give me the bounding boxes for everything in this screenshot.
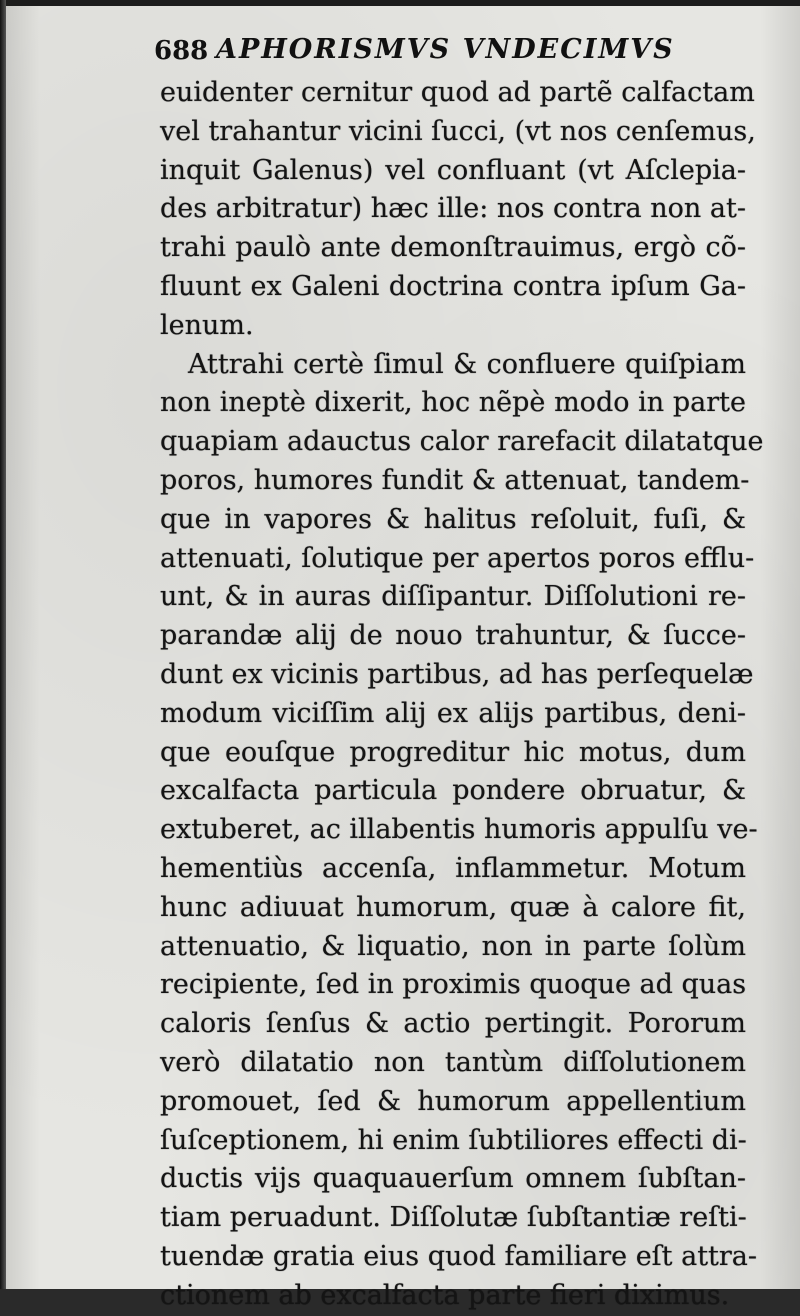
text-line: euidenter cernitur quod ad partẽ calfactam xyxy=(160,77,755,108)
text-line: hunc adiuuat humorum, quæ à calore fit, xyxy=(160,891,746,923)
paragraph-start-line: Attrahi certè ſimul & confluere quiſpiam xyxy=(188,348,746,380)
text-line: recipiente, ſed in proximis quoque ad quas xyxy=(160,969,747,1001)
running-title: APHORISMVS VNDECIMVS xyxy=(216,34,675,65)
text-line: tuendæ gratia eius quod familiare eſt attra- xyxy=(160,1240,758,1272)
text-line: promouet, ſed & humorum appellentium xyxy=(160,1085,746,1117)
page-top-edge xyxy=(0,0,800,6)
text-line: lenum. xyxy=(160,309,254,341)
body-text xyxy=(160,74,764,1316)
text-line: hementiùs accenſa, inflammetur. Motum xyxy=(160,852,746,884)
text-line: tiam peruadunt. Diſſolutæ ſubſtantiæ reſti- xyxy=(160,1202,747,1234)
text-line: quapiam adauctus calor rarefacit dilatatque xyxy=(160,426,764,458)
text-line: caloris ſenſus & actio pertingit. Pororum xyxy=(160,1008,746,1040)
text-line: ſuſceptionem, hi enim ſubtiliores effecti di- xyxy=(160,1124,747,1156)
text-line: fluunt ex Galeni doctrina contra ipſum Ga- xyxy=(160,270,746,302)
page-left-edge xyxy=(0,0,6,1289)
text-line: attenuatio, & liquatio, non in parte ſolùm xyxy=(160,930,746,962)
text-line: dunt ex vicinis partibus, ad has perſequelæ xyxy=(160,658,754,690)
text-line: que eouſque progreditur hic motus, dum xyxy=(160,736,746,768)
text-line: ctionem ab excalfacta parte fieri diximus. xyxy=(160,1279,730,1311)
text-line: verò dilatatio non tantùm diſſolutionem xyxy=(160,1046,746,1078)
text-line: trahi paulò ante demonſtrauimus, ergò cõ- xyxy=(160,232,746,264)
text-line: ductis vijs quaquauerſum omnem ſubſtan- xyxy=(160,1163,746,1195)
text-line: unt, & in auras diſſipantur. Diſſolutioni re- xyxy=(160,581,746,613)
running-head xyxy=(154,32,754,76)
page-number: 688 xyxy=(154,36,209,66)
text-line: parandæ alij de nouo trahuntur, & ſucce- xyxy=(160,620,746,652)
text-line: modum viciſſim alij ex alijs partibus, deni- xyxy=(160,697,746,729)
text-line: que in vapores & halitus reſoluit, fuſi, & xyxy=(160,503,746,535)
text-line: excalfacta particula pondere obruatur, & xyxy=(160,775,746,807)
text-line: non ineptè dixerit, hoc nẽpè modo in parte xyxy=(160,387,746,419)
text-line: poros, humores fundit & attenuat, tandem- xyxy=(160,464,750,496)
text-line: extuberet, ac illabentis humoris appulſu ve- xyxy=(160,814,758,846)
text-line: inquit Galenus) vel confluant (vt Aſclepia- xyxy=(160,154,746,186)
text-line: des arbitratur) hæc ille: nos contra non at- xyxy=(160,193,746,225)
text-line: attenuati, ſolutique per apertos poros efflu- xyxy=(160,542,755,574)
text-line: vel trahantur vicini ſucci, (vt nos cenſemus, xyxy=(160,115,756,147)
